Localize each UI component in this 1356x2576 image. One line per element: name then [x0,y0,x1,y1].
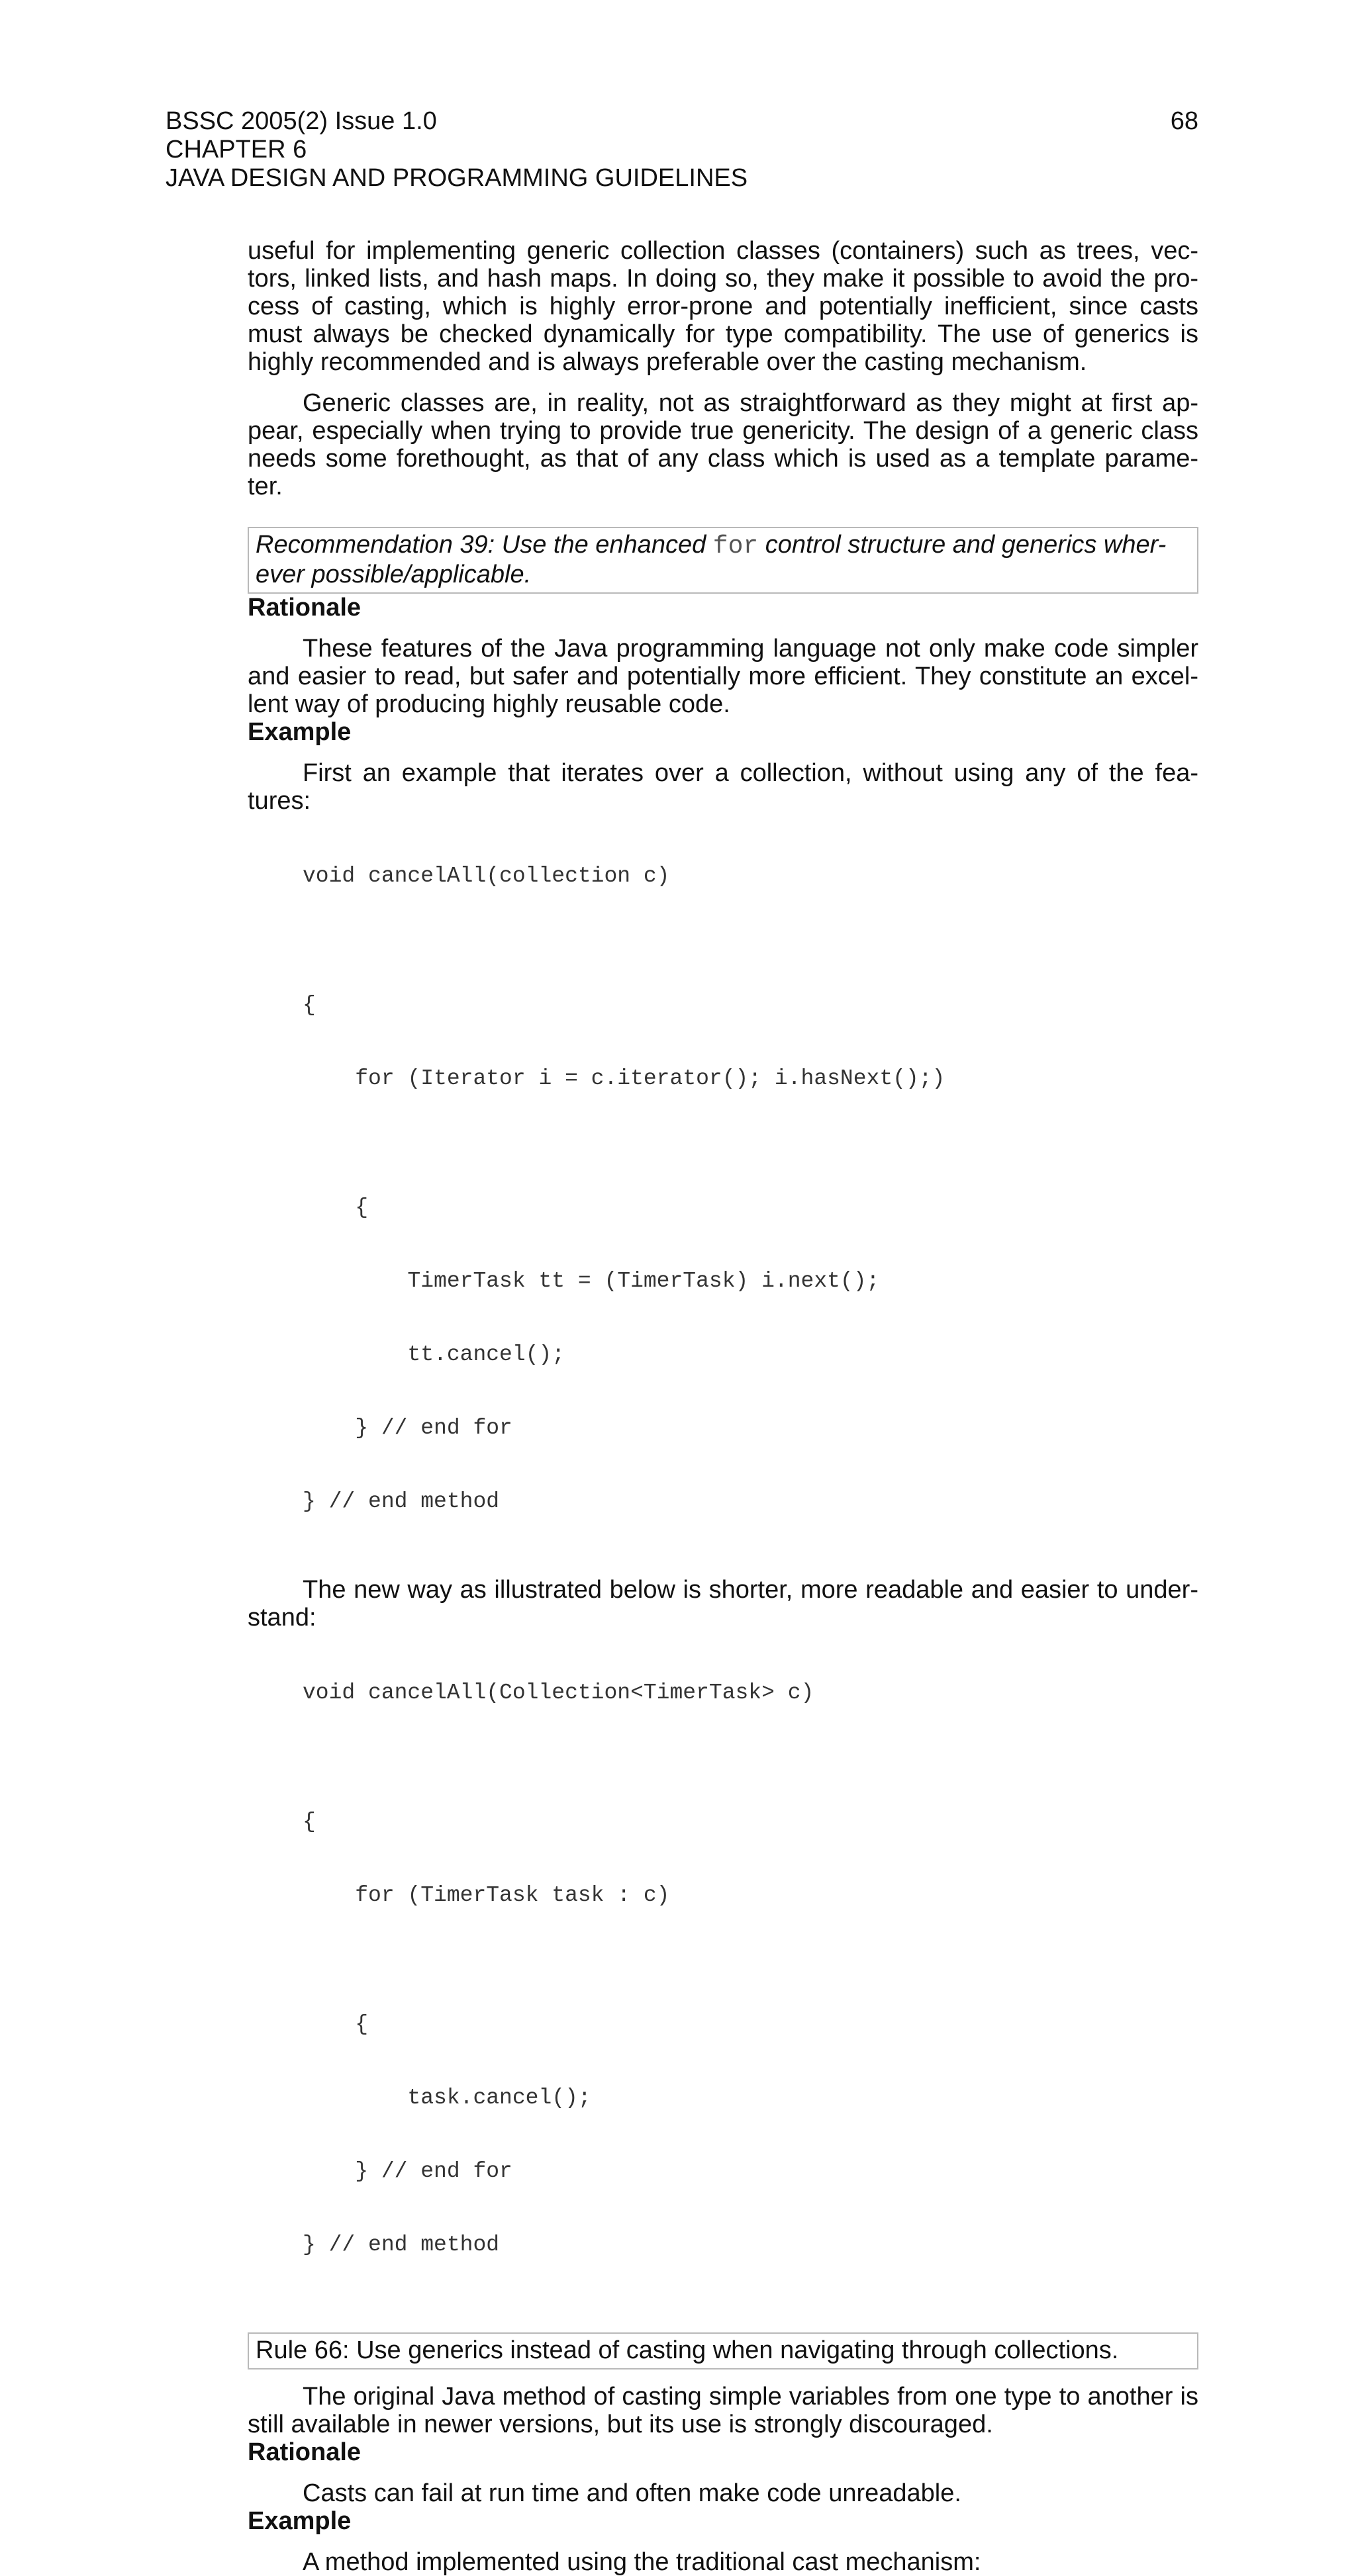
example-heading-1: Example [248,718,352,746]
rationale-heading-2: Rationale [248,2438,362,2466]
code-line: for (TimerTask task : c) [303,1883,670,1908]
code-line: { [303,2012,369,2037]
rationale-text-1: These features of the Java programming language not only make code simpler and easier to read, but safer and potentially more efficient. They constitute an excel-lent way of producing highly reusable code. [248,635,1198,718]
code-line: void cancelAll(collection c) [303,864,670,888]
code-block-enhanced-for [248,1632,1198,2306]
code-line: } // end for [303,2159,512,2184]
recommendation-39-text-end: control structure and generics wher-ever possible/applicable. [256,531,1167,588]
paragraph-generic-classes: Generic classes are, in reality, not as straightforward as they might at first ap-pear, especially when trying to provide true genericity. The design of a generic class needs some forethought, as that of any class which is used as a template parame-ter. [248,389,1198,500]
code-line: { [303,1810,316,1834]
recommendation-39-box [248,527,1198,594]
page-body [248,237,1198,2576]
paragraph-generics-intro: useful for implementing generic collection classes (containers) such as trees, vec-tors, linked lists, and hash maps. In doing so, they make it possible to avoid the pro-cess of casting, which is highly error-prone and potentially inefficient, since casts must always be checked dynamically for type compatibility. The use of generics is highly recommended and is always preferable over the casting mechanism. [248,237,1198,376]
paragraph-new-way: The new way as illustrated below is shorter, more readable and easier to under-stand: [248,1576,1198,1632]
page-header [166,107,1198,193]
code-line: } // end method [303,2232,500,2257]
example-intro-1: First an example that iterates over a collection, without using any of the fea-tures: [248,759,1198,815]
recommendation-39-text-start: Recommendation 39: Use the enhanced [256,531,713,559]
page-number: 68 [1170,107,1198,135]
recommendation-39-code: for [712,532,759,561]
code-block-iterator [248,815,1198,1563]
header-chapter: CHAPTER 6 [166,136,307,163]
header-chapter-title: JAVA DESIGN AND PROGRAMMING GUIDELINES [166,164,748,192]
rule-66-box: Rule 66: Use generics instead of casting when navigating through collections. [248,2332,1198,2369]
code-line: } // end for [303,1416,512,1440]
paragraph-casting: The original Java method of casting simple variables from one type to another is still available in newer versions, but its use is strongly discouraged. [248,2383,1198,2438]
code-line: TimerTask tt = (TimerTask) i.next(); [303,1269,880,1293]
code-line: for (Iterator i = c.iterator(); i.hasNext();) [303,1066,945,1091]
example-heading-2: Example [248,2507,352,2535]
code-line: void cancelAll(Collection<TimerTask> c) [303,1680,814,1705]
code-line: { [303,1195,369,1220]
code-line: { [303,993,316,1017]
code-line: tt.cancel(); [303,1342,565,1367]
code-line: } // end method [303,1489,500,1514]
example-intro-2: A method implemented using the traditional cast mechanism: [303,2548,981,2576]
header-standard-id: BSSC 2005(2) Issue 1.0 [166,107,437,135]
rationale-text-2: Casts can fail at run time and often make code unreadable. [303,2479,961,2507]
rationale-heading-1: Rationale [248,594,362,621]
code-line: task.cancel(); [303,2086,591,2110]
